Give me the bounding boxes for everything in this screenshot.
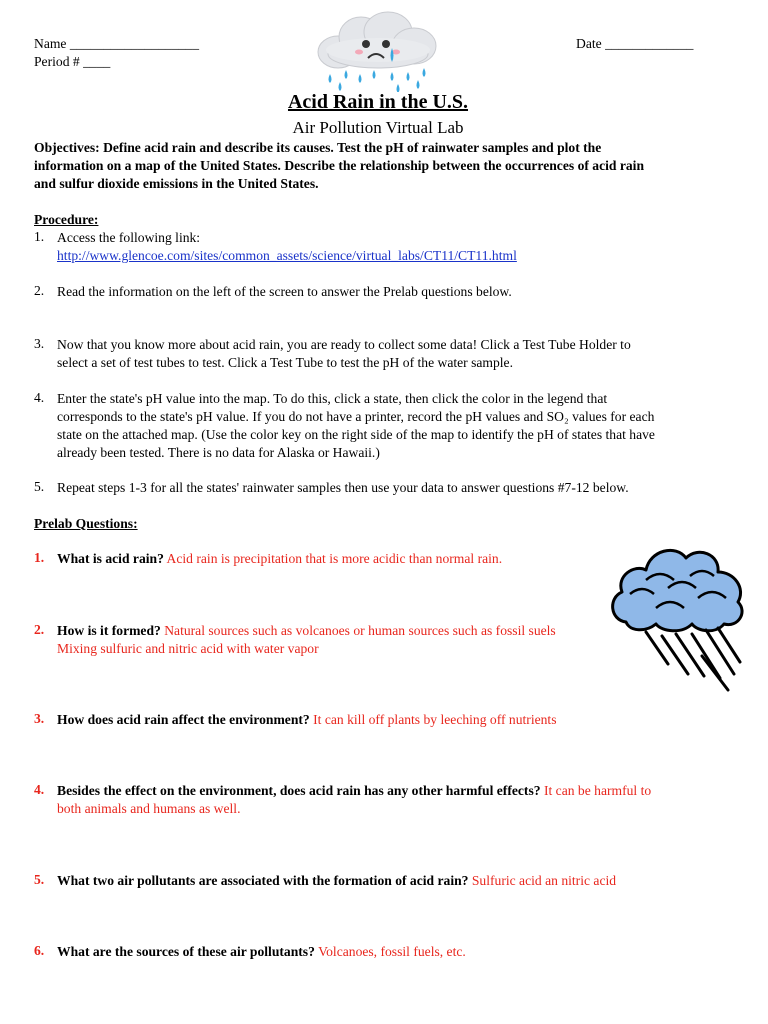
date-label: Date xyxy=(576,36,602,51)
answer-text[interactable]: It can kill off plants by leeching off nutrients xyxy=(313,712,557,727)
step-text: already been tested. There is no data for Alaska or Hawaii.) xyxy=(57,445,380,460)
step-number: 1. xyxy=(34,229,45,244)
objectives-line-3: and sulfur dioxide emissions in the United States. xyxy=(34,176,319,191)
virtual-lab-link[interactable]: http://www.glencoe.com/sites/common_assets/science/virtual_labs/CT11/CT11.html xyxy=(57,248,517,263)
step-text: select a set of test tubes to test. Click a Test Tube to test the pH of the water sample. xyxy=(57,355,513,370)
date-field xyxy=(576,35,693,53)
question-text: Besides the effect on the environment, does acid rain has any other harmful effects? xyxy=(57,783,541,798)
page-title: Acid Rain in the U.S. xyxy=(287,91,469,113)
question-number: 6. xyxy=(34,943,45,958)
answer-text[interactable]: Mixing sulfuric and nitric acid with water vapor xyxy=(57,641,319,656)
step-number: 4. xyxy=(34,390,45,405)
question-text: What two air pollutants are associated with the formation of acid rain? xyxy=(57,873,469,888)
question-number: 1. xyxy=(34,550,45,565)
step-text: Read the information on the left of the screen to answer the Prelab questions below. xyxy=(57,284,512,299)
step-text: Now that you know more about acid rain, you are ready to collect some data! Click a Test Tube Holder to xyxy=(57,337,631,352)
question-number: 4. xyxy=(34,782,45,797)
question-number: 2. xyxy=(34,622,45,637)
question-text: What is acid rain? xyxy=(57,551,164,566)
date-blank[interactable]: _____________ xyxy=(605,36,694,51)
question-number: 3. xyxy=(34,711,45,726)
period-blank[interactable]: ____ xyxy=(83,54,111,69)
answer-text[interactable]: Sulfuric acid an nitric acid xyxy=(471,873,617,888)
name-blank[interactable]: ___________________ xyxy=(69,36,200,51)
name-label: Name xyxy=(34,36,67,51)
period-field xyxy=(34,53,110,71)
name-field xyxy=(34,35,199,53)
step-text: state on the attached map. (Use the color key on the right side of the map to identify the pH of states that have xyxy=(57,427,655,442)
step-number: 3. xyxy=(34,336,45,351)
step-number: 2. xyxy=(34,283,45,298)
question-text: How does acid rain affect the environment? xyxy=(57,712,310,727)
period-label: Period # xyxy=(34,54,80,69)
step-text: Repeat steps 1-3 for all the states' rainwater samples then use your data to answer questions #7-12 below. xyxy=(57,480,629,495)
step-text: Access the following link: xyxy=(57,230,201,245)
step-text: Enter the state's pH value into the map. To do this, click a state, then click the color in the legend that xyxy=(57,391,608,406)
answer-text[interactable]: It can be harmful to xyxy=(543,783,652,798)
procedure-heading: Procedure: xyxy=(34,212,99,227)
objectives-line-1: Objectives: Define acid rain and describe its causes. Test the pH of rainwater samples and plot the xyxy=(34,140,602,155)
answer-text[interactable]: both animals and humans as well. xyxy=(57,801,241,816)
sad-cloud-icon xyxy=(316,10,440,92)
answer-text[interactable]: Acid rain is precipitation that is more acidic than normal rain. xyxy=(166,551,503,566)
answer-text[interactable]: Natural sources such as volcanoes or human sources such as fossil suels xyxy=(164,623,556,638)
question-number: 5. xyxy=(34,872,45,887)
step-text: corresponds to the state's pH value. If you do not have a printer, record the pH values and SO₂ values for each xyxy=(57,409,655,424)
objectives-line-2: information on a map of the United States. Describe the relationship between the occurrences of acid rain xyxy=(34,158,645,173)
question-text: What are the sources of these air pollutants? xyxy=(57,944,315,959)
answer-text[interactable]: Volcanoes, fossil fuels, etc. xyxy=(318,944,466,959)
page-subtitle: Air Pollution Virtual Lab xyxy=(292,118,464,137)
step-number: 5. xyxy=(34,479,45,494)
question-text: How is it formed? xyxy=(57,623,161,638)
rain-cloud-icon xyxy=(606,536,752,694)
prelab-heading: Prelab Questions: xyxy=(34,516,138,531)
